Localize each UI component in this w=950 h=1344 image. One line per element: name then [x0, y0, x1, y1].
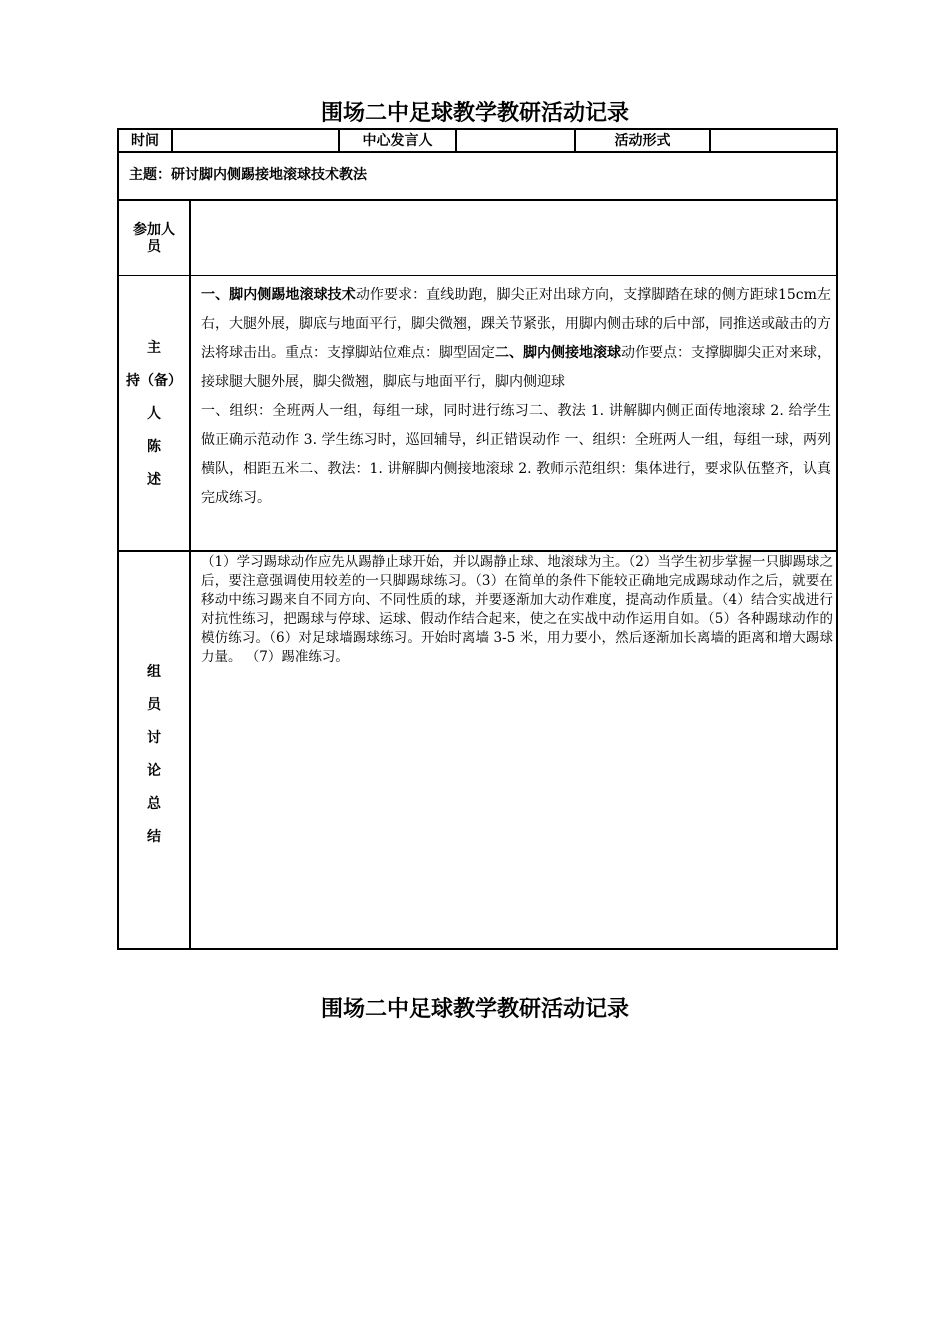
- members-label-text: 参加人员: [133, 222, 175, 255]
- topic-text: 主题：研讨脚内侧踢接地滚球技术教法: [129, 167, 367, 183]
- summary-label-char: 组: [147, 664, 161, 680]
- speaker-value: [457, 130, 574, 152]
- host-label-char: 持（备）: [126, 373, 182, 389]
- members-label: [119, 222, 189, 256]
- host-label-char: 主: [147, 340, 161, 356]
- part1-heading: 一、脚内侧踢地滚球技术: [201, 287, 356, 303]
- summary-label-char: 论: [147, 763, 161, 779]
- summary-label: [119, 656, 189, 854]
- divider: [119, 199, 836, 201]
- host-label: [119, 332, 189, 497]
- record-table: [117, 128, 838, 950]
- time-label: 时间: [131, 133, 159, 149]
- part3-text: 一、组织：全班两人一组，每组一球，同时进行练习二、教法 1. 讲解脚内侧正面传地滚球 2. 给学生做正确示范动作 3. 学生练习时，巡回辅导，纠正错误动作 一、组织：全班两人一组，每组一球，两列横队，相距五米二、教法：1. 讲解脚内侧接地滚球 2. 教师示范组织：集体进行，要求队伍整齐，认真完成练习。: [201, 403, 831, 506]
- part2-heading: 二、脚内侧接地滚球: [495, 345, 621, 361]
- part1-text: 动作要求：直线助跑，脚尖正对出球方向，支撑脚踏在球的侧方距球15cm左右，大腿外展，脚底与地面平行，脚尖微翘，踝关节紧张，用脚内侧击球的后中部，同推送或敲击的方法将球击出。重点：支撑脚站位难点：脚型固定: [201, 287, 832, 361]
- form-label: 活动形式: [614, 133, 671, 149]
- page-title-repeat: 围场二中足球教学教研活动记录: [320, 997, 629, 1022]
- host-statement: [201, 281, 831, 513]
- host-label-char: 述: [147, 472, 161, 488]
- host-label-char: 人: [147, 406, 161, 422]
- speaker-label: 中心发言人: [362, 133, 433, 149]
- divider: [119, 275, 836, 276]
- time-value: [173, 130, 338, 152]
- divider: [119, 550, 836, 552]
- summary-label-char: 总: [147, 796, 161, 812]
- summary-label-char: 讨: [147, 730, 161, 746]
- summary-label-char: 结: [147, 829, 161, 845]
- form-value: [711, 130, 836, 152]
- divider: [189, 200, 191, 950]
- discussion-summary: （1）学习踢球动作应先从踢静止球开始，并以踢静止球、地滚球为主。（2）当学生初步掌握一只脚踢球之后，要注意强调使用较差的一只脚踢球练习。（3）在简单的条件下能较正确地完成踢球动作之后，就要在移动中练习踢来自不同方向、不同性质的球，并要逐渐加大动作难度，提高动作质量。（4）结合实战进行对抗性练习，把踢球与停球、运球、假动作结合起来，使之在实战中动作运用自如。（5）各种踢球动作的模仿练习。（6）对足球墙踢球练习。开始时离墙 3-5 米，用力要小，然后逐渐加长离墙的距离和增大踢球力量。 （7）踢准练习。: [201, 554, 833, 665]
- summary-label-char: 员: [147, 697, 161, 713]
- page-title: 围场二中足球教学教研活动记录: [320, 101, 629, 126]
- host-label-char: 陈: [147, 439, 161, 455]
- part2-text: 动作要点：支撑脚脚尖正对来球，接球腿大腿外展，脚尖微翘，脚底与地面平行，脚内侧迎球: [201, 345, 831, 390]
